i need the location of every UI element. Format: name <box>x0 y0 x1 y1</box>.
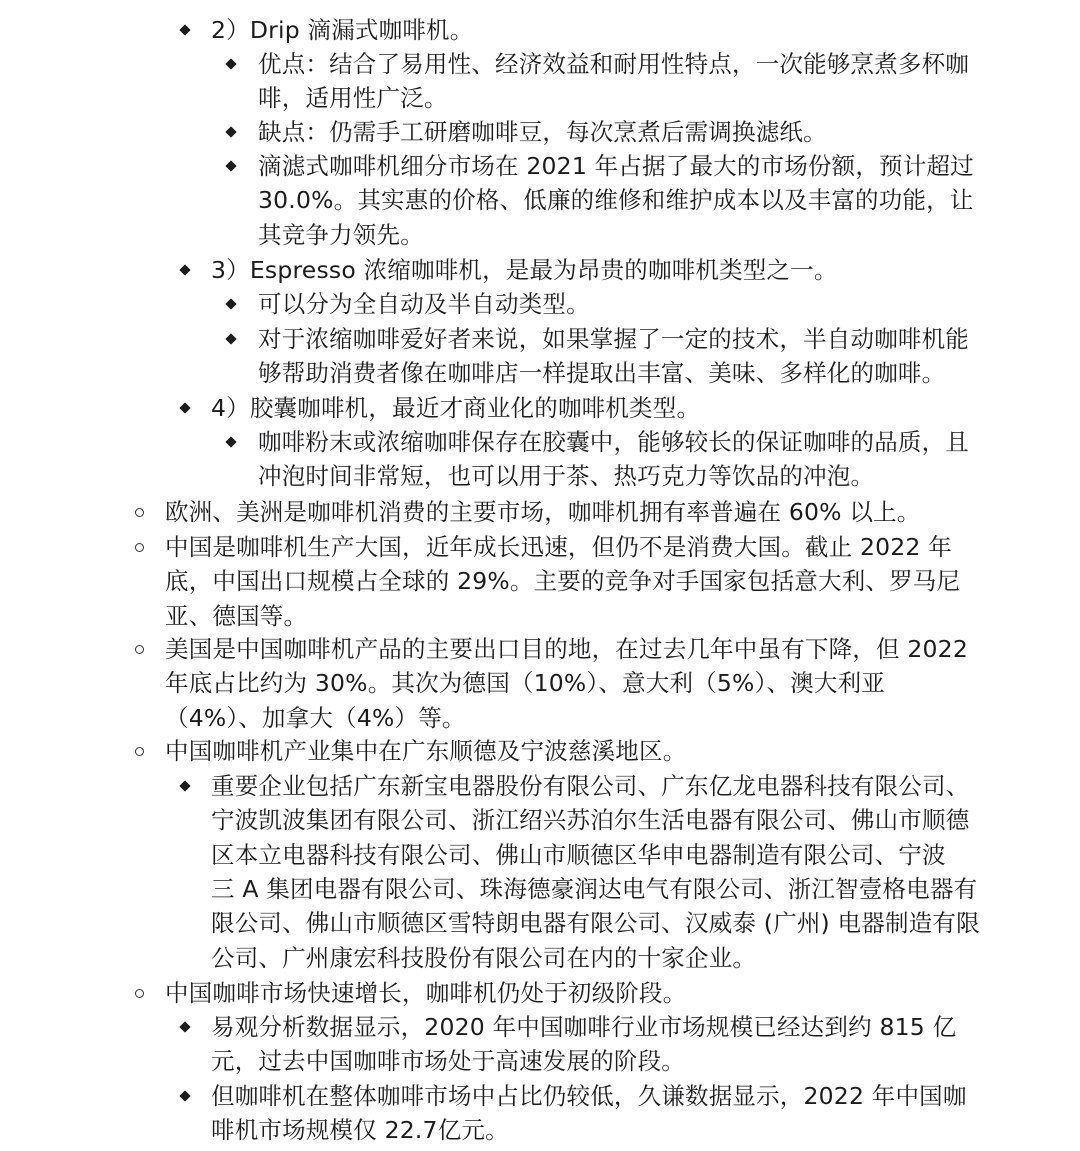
diamond-bullet-icon <box>225 160 236 171</box>
list-item-text-line: 亚、德国等。 <box>165 601 308 630</box>
list-item-text-line: 元，过去中国咖啡市场处于高速发展的阶段。 <box>211 1047 685 1076</box>
list-item-text-line: 对于浓缩咖啡爱好者来说，如果掌握了一定的技术，半自动咖啡机能 <box>258 325 969 353</box>
list-item-text-line: 啡机市场规模仅 22.7亿元。 <box>211 1116 509 1145</box>
list-item-text-line: 但咖啡机在整体咖啡市场中占比仍较低，久谦数据显示，2022 年中国咖 <box>211 1082 967 1110</box>
diamond-bullet-icon <box>225 126 236 137</box>
list-item-text-line: 够帮助消费者像在咖啡店一样提取出丰富、美味、多样化的咖啡。 <box>258 359 946 388</box>
list-item-text-line: 啡，适用性广泛。 <box>258 84 448 113</box>
diamond-bullet-icon <box>179 24 190 35</box>
diamond-bullet-icon <box>179 402 190 413</box>
diamond-bullet-icon <box>225 58 236 69</box>
list-item-text-line: 缺点：仍需手工研磨咖啡豆，每次烹煮后需调换滤纸。 <box>258 118 827 146</box>
list-item-text-line: 欧洲、美洲是咖啡机消费的主要市场，咖啡机拥有率普遍在 60% 以上。 <box>165 498 921 526</box>
list-item-text-line: 中国是咖啡机生产大国，近年成长迅速，但仍不是消费大国。截止 2022 年 <box>165 533 952 561</box>
list-item-text-line: 4）胶囊咖啡机，最近才商业化的咖啡机类型。 <box>211 394 701 422</box>
list-item-text-line: 滴滤式咖啡机细分市场在 2021 年占据了最大的市场份额，预计超过 <box>258 152 974 180</box>
list-item-text-line: （4%）、加拿大（4%）等。 <box>165 703 466 732</box>
list-item-text-line: 咖啡粉末或浓缩咖啡保存在胶囊中，能够较长的保证咖啡的品质，且 <box>258 428 969 456</box>
list-item-text-line: 2）Drip 滴漏式咖啡机。 <box>211 16 474 44</box>
diamond-bullet-icon <box>179 264 190 275</box>
circle-bullet-icon <box>135 747 144 756</box>
list-item-text-line: 中国咖啡机产业集中在广东顺德及宁波慈溪地区。 <box>165 737 687 765</box>
diamond-bullet-icon <box>225 298 236 309</box>
list-item-text-line: 宁波凯波集团有限公司、浙江绍兴苏泊尔生活电器有限公司、佛山市顺德 <box>211 806 970 835</box>
diamond-bullet-icon <box>225 436 236 447</box>
circle-bullet-icon <box>135 508 144 517</box>
circle-bullet-icon <box>135 543 144 552</box>
diamond-bullet-icon <box>179 1021 190 1032</box>
list-item-text-line: 其竞争力领先。 <box>258 220 424 249</box>
circle-bullet-icon <box>135 645 144 654</box>
list-item-text-line: 限公司、佛山市顺德区雪特朗电器有限公司、汉威泰 (广州) 电器制造有限 <box>211 909 980 938</box>
diamond-bullet-icon <box>179 1090 190 1101</box>
list-item-text-line: 三 A 集团电器有限公司、珠海德豪润达电气有限公司、浙江智壹格电器有 <box>211 874 978 903</box>
list-item-text-line: 年底占比约为 30%。其次为德国（10%）、意大利（5%）、澳大利亚 <box>165 669 886 698</box>
list-item-text-line: 易观分析数据显示，2020 年中国咖啡行业市场规模已经达到约 815 亿 <box>211 1013 957 1041</box>
list-item-text-line: 冲泡时间非常短，也可以用于茶、热巧克力等饮品的冲泡。 <box>258 462 875 491</box>
list-item-text-line: 30.0%。其实惠的价格、低廉的维修和维护成本以及丰富的功能，让 <box>258 186 974 215</box>
list-item-text-line: 美国是中国咖啡机产品的主要出口目的地，在过去几年中虽有下降，但 2022 <box>165 635 968 663</box>
list-item-text-line: 可以分为全自动及半自动类型。 <box>258 290 590 318</box>
list-item-text-line: 3）Espresso 浓缩咖啡机，是最为昂贵的咖啡机类型之一。 <box>211 256 838 284</box>
list-item-text-line: 公司、广州康宏科技股份有限公司在内的十家企业。 <box>211 943 757 972</box>
list-item-text-line: 底，中国出口规模占全球的 29%。主要的竞争对手国家包括意大利、罗马尼 <box>165 567 961 596</box>
list-item-text-line: 重要企业包括广东新宝电器股份有限公司、广东亿龙电器科技有限公司、 <box>211 772 970 800</box>
list-item-text-line: 中国咖啡市场快速增长，咖啡机仍处于初级阶段。 <box>165 979 687 1007</box>
circle-bullet-icon <box>135 989 144 998</box>
list-item-text-line: 优点：结合了易用性、经济效益和耐用性特点，一次能够烹煮多杯咖 <box>258 50 969 78</box>
diamond-bullet-icon <box>225 333 236 344</box>
diamond-bullet-icon <box>179 780 190 791</box>
list-item-text-line: 区本立电器科技有限公司、佛山市顺德区华申电器制造有限公司、宁波 <box>211 840 946 869</box>
